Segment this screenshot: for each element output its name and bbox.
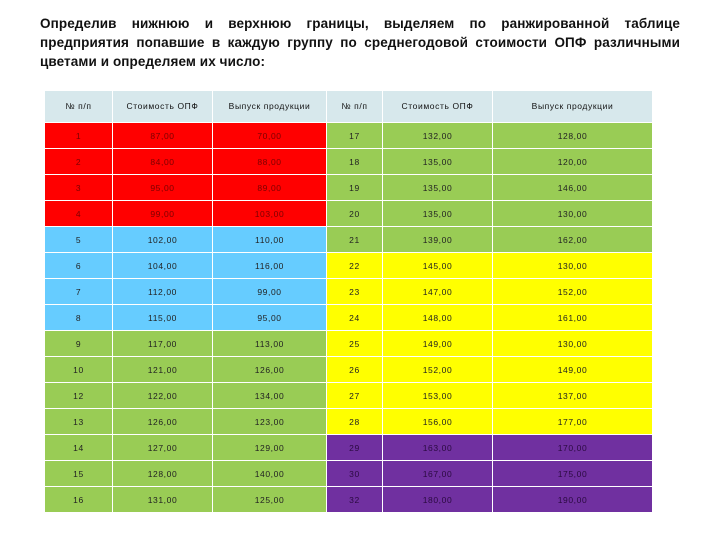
- table-row: [45, 227, 653, 253]
- cell-number: 17: [327, 123, 383, 149]
- table-row: [45, 435, 653, 461]
- cell-output: 149,00: [493, 357, 653, 383]
- cell-number: 9: [45, 331, 113, 357]
- cell-output: 125,00: [213, 487, 327, 513]
- cell-cost: 139,00: [383, 227, 493, 253]
- cell-cost: 147,00: [383, 279, 493, 305]
- cell-cost: 149,00: [383, 331, 493, 357]
- cell-output: 137,00: [493, 383, 653, 409]
- cell-number: 12: [45, 383, 113, 409]
- table-row: [45, 461, 653, 487]
- cell-number: 16: [45, 487, 113, 513]
- cell-number: 10: [45, 357, 113, 383]
- cell-output: 116,00: [213, 253, 327, 279]
- table-row: [45, 201, 653, 227]
- cell-output: 89,00: [213, 175, 327, 201]
- table-row: [45, 123, 653, 149]
- cell-output: 128,00: [493, 123, 653, 149]
- cell-cost: 135,00: [383, 149, 493, 175]
- cell-cost: 84,00: [113, 149, 213, 175]
- cell-output: 134,00: [213, 383, 327, 409]
- table-row: [45, 253, 653, 279]
- cell-number: 19: [327, 175, 383, 201]
- cell-output: 123,00: [213, 409, 327, 435]
- cell-output: 113,00: [213, 331, 327, 357]
- cell-output: 130,00: [493, 253, 653, 279]
- cell-number: 21: [327, 227, 383, 253]
- cell-output: 146,00: [493, 175, 653, 201]
- ranked-table: [44, 90, 653, 513]
- header-cost: Стоимость ОПФ: [113, 91, 213, 123]
- cell-number: 32: [327, 487, 383, 513]
- cell-cost: 163,00: [383, 435, 493, 461]
- cell-output: 126,00: [213, 357, 327, 383]
- cell-cost: 132,00: [383, 123, 493, 149]
- cell-cost: 156,00: [383, 409, 493, 435]
- cell-number: 5: [45, 227, 113, 253]
- cell-output: 161,00: [493, 305, 653, 331]
- cell-number: 28: [327, 409, 383, 435]
- header-number: № п/п: [45, 91, 113, 123]
- header-output: Выпуск продукции: [493, 91, 653, 123]
- table-row: [45, 357, 653, 383]
- cell-cost: 95,00: [113, 175, 213, 201]
- cell-number: 6: [45, 253, 113, 279]
- cell-number: 4: [45, 201, 113, 227]
- cell-output: 177,00: [493, 409, 653, 435]
- cell-cost: 145,00: [383, 253, 493, 279]
- cell-number: 20: [327, 201, 383, 227]
- cell-output: 140,00: [213, 461, 327, 487]
- cell-cost: 112,00: [113, 279, 213, 305]
- cell-cost: 152,00: [383, 357, 493, 383]
- header-cost: Стоимость ОПФ: [383, 91, 493, 123]
- cell-output: 170,00: [493, 435, 653, 461]
- cell-cost: 102,00: [113, 227, 213, 253]
- cell-output: 152,00: [493, 279, 653, 305]
- cell-output: 190,00: [493, 487, 653, 513]
- cell-cost: 135,00: [383, 175, 493, 201]
- cell-number: 15: [45, 461, 113, 487]
- cell-number: 13: [45, 409, 113, 435]
- cell-output: 95,00: [213, 305, 327, 331]
- cell-cost: 117,00: [113, 331, 213, 357]
- cell-number: 27: [327, 383, 383, 409]
- cell-cost: 135,00: [383, 201, 493, 227]
- cell-cost: 115,00: [113, 305, 213, 331]
- table-header-row: [45, 91, 653, 123]
- cell-output: 130,00: [493, 331, 653, 357]
- table-row: [45, 487, 653, 513]
- cell-cost: 167,00: [383, 461, 493, 487]
- table-row: [45, 149, 653, 175]
- cell-output: 88,00: [213, 149, 327, 175]
- cell-cost: 128,00: [113, 461, 213, 487]
- table-body: [45, 123, 653, 513]
- slide-heading: Определив нижнюю и верхнюю границы, выделяем по ранжированной таблице предприятия попавшие в каждую группу по среднегодовой стоимости ОПФ различными цветами и определяем их число:: [40, 16, 680, 69]
- cell-cost: 126,00: [113, 409, 213, 435]
- cell-output: 130,00: [493, 201, 653, 227]
- cell-output: 162,00: [493, 227, 653, 253]
- cell-number: 2: [45, 149, 113, 175]
- table-row: [45, 383, 653, 409]
- cell-output: 110,00: [213, 227, 327, 253]
- cell-output: 175,00: [493, 461, 653, 487]
- cell-output: 103,00: [213, 201, 327, 227]
- cell-number: 30: [327, 461, 383, 487]
- cell-cost: 121,00: [113, 357, 213, 383]
- cell-number: 22: [327, 253, 383, 279]
- cell-output: 70,00: [213, 123, 327, 149]
- cell-cost: 180,00: [383, 487, 493, 513]
- cell-cost: 99,00: [113, 201, 213, 227]
- cell-output: 129,00: [213, 435, 327, 461]
- cell-number: 25: [327, 331, 383, 357]
- cell-number: 8: [45, 305, 113, 331]
- cell-number: 26: [327, 357, 383, 383]
- cell-number: 1: [45, 123, 113, 149]
- cell-number: 14: [45, 435, 113, 461]
- table-row: [45, 175, 653, 201]
- cell-number: 29: [327, 435, 383, 461]
- header-output: Выпуск продукции: [213, 91, 327, 123]
- cell-number: 23: [327, 279, 383, 305]
- cell-cost: 153,00: [383, 383, 493, 409]
- cell-number: 7: [45, 279, 113, 305]
- table-row: [45, 409, 653, 435]
- header-number: № п/п: [327, 91, 383, 123]
- cell-cost: 127,00: [113, 435, 213, 461]
- table-row: [45, 279, 653, 305]
- cell-number: 24: [327, 305, 383, 331]
- table-row: [45, 331, 653, 357]
- cell-output: 120,00: [493, 149, 653, 175]
- cell-output: 99,00: [213, 279, 327, 305]
- cell-number: 3: [45, 175, 113, 201]
- cell-number: 18: [327, 149, 383, 175]
- cell-cost: 131,00: [113, 487, 213, 513]
- table-row: [45, 305, 653, 331]
- cell-cost: 87,00: [113, 123, 213, 149]
- cell-cost: 122,00: [113, 383, 213, 409]
- cell-cost: 148,00: [383, 305, 493, 331]
- cell-cost: 104,00: [113, 253, 213, 279]
